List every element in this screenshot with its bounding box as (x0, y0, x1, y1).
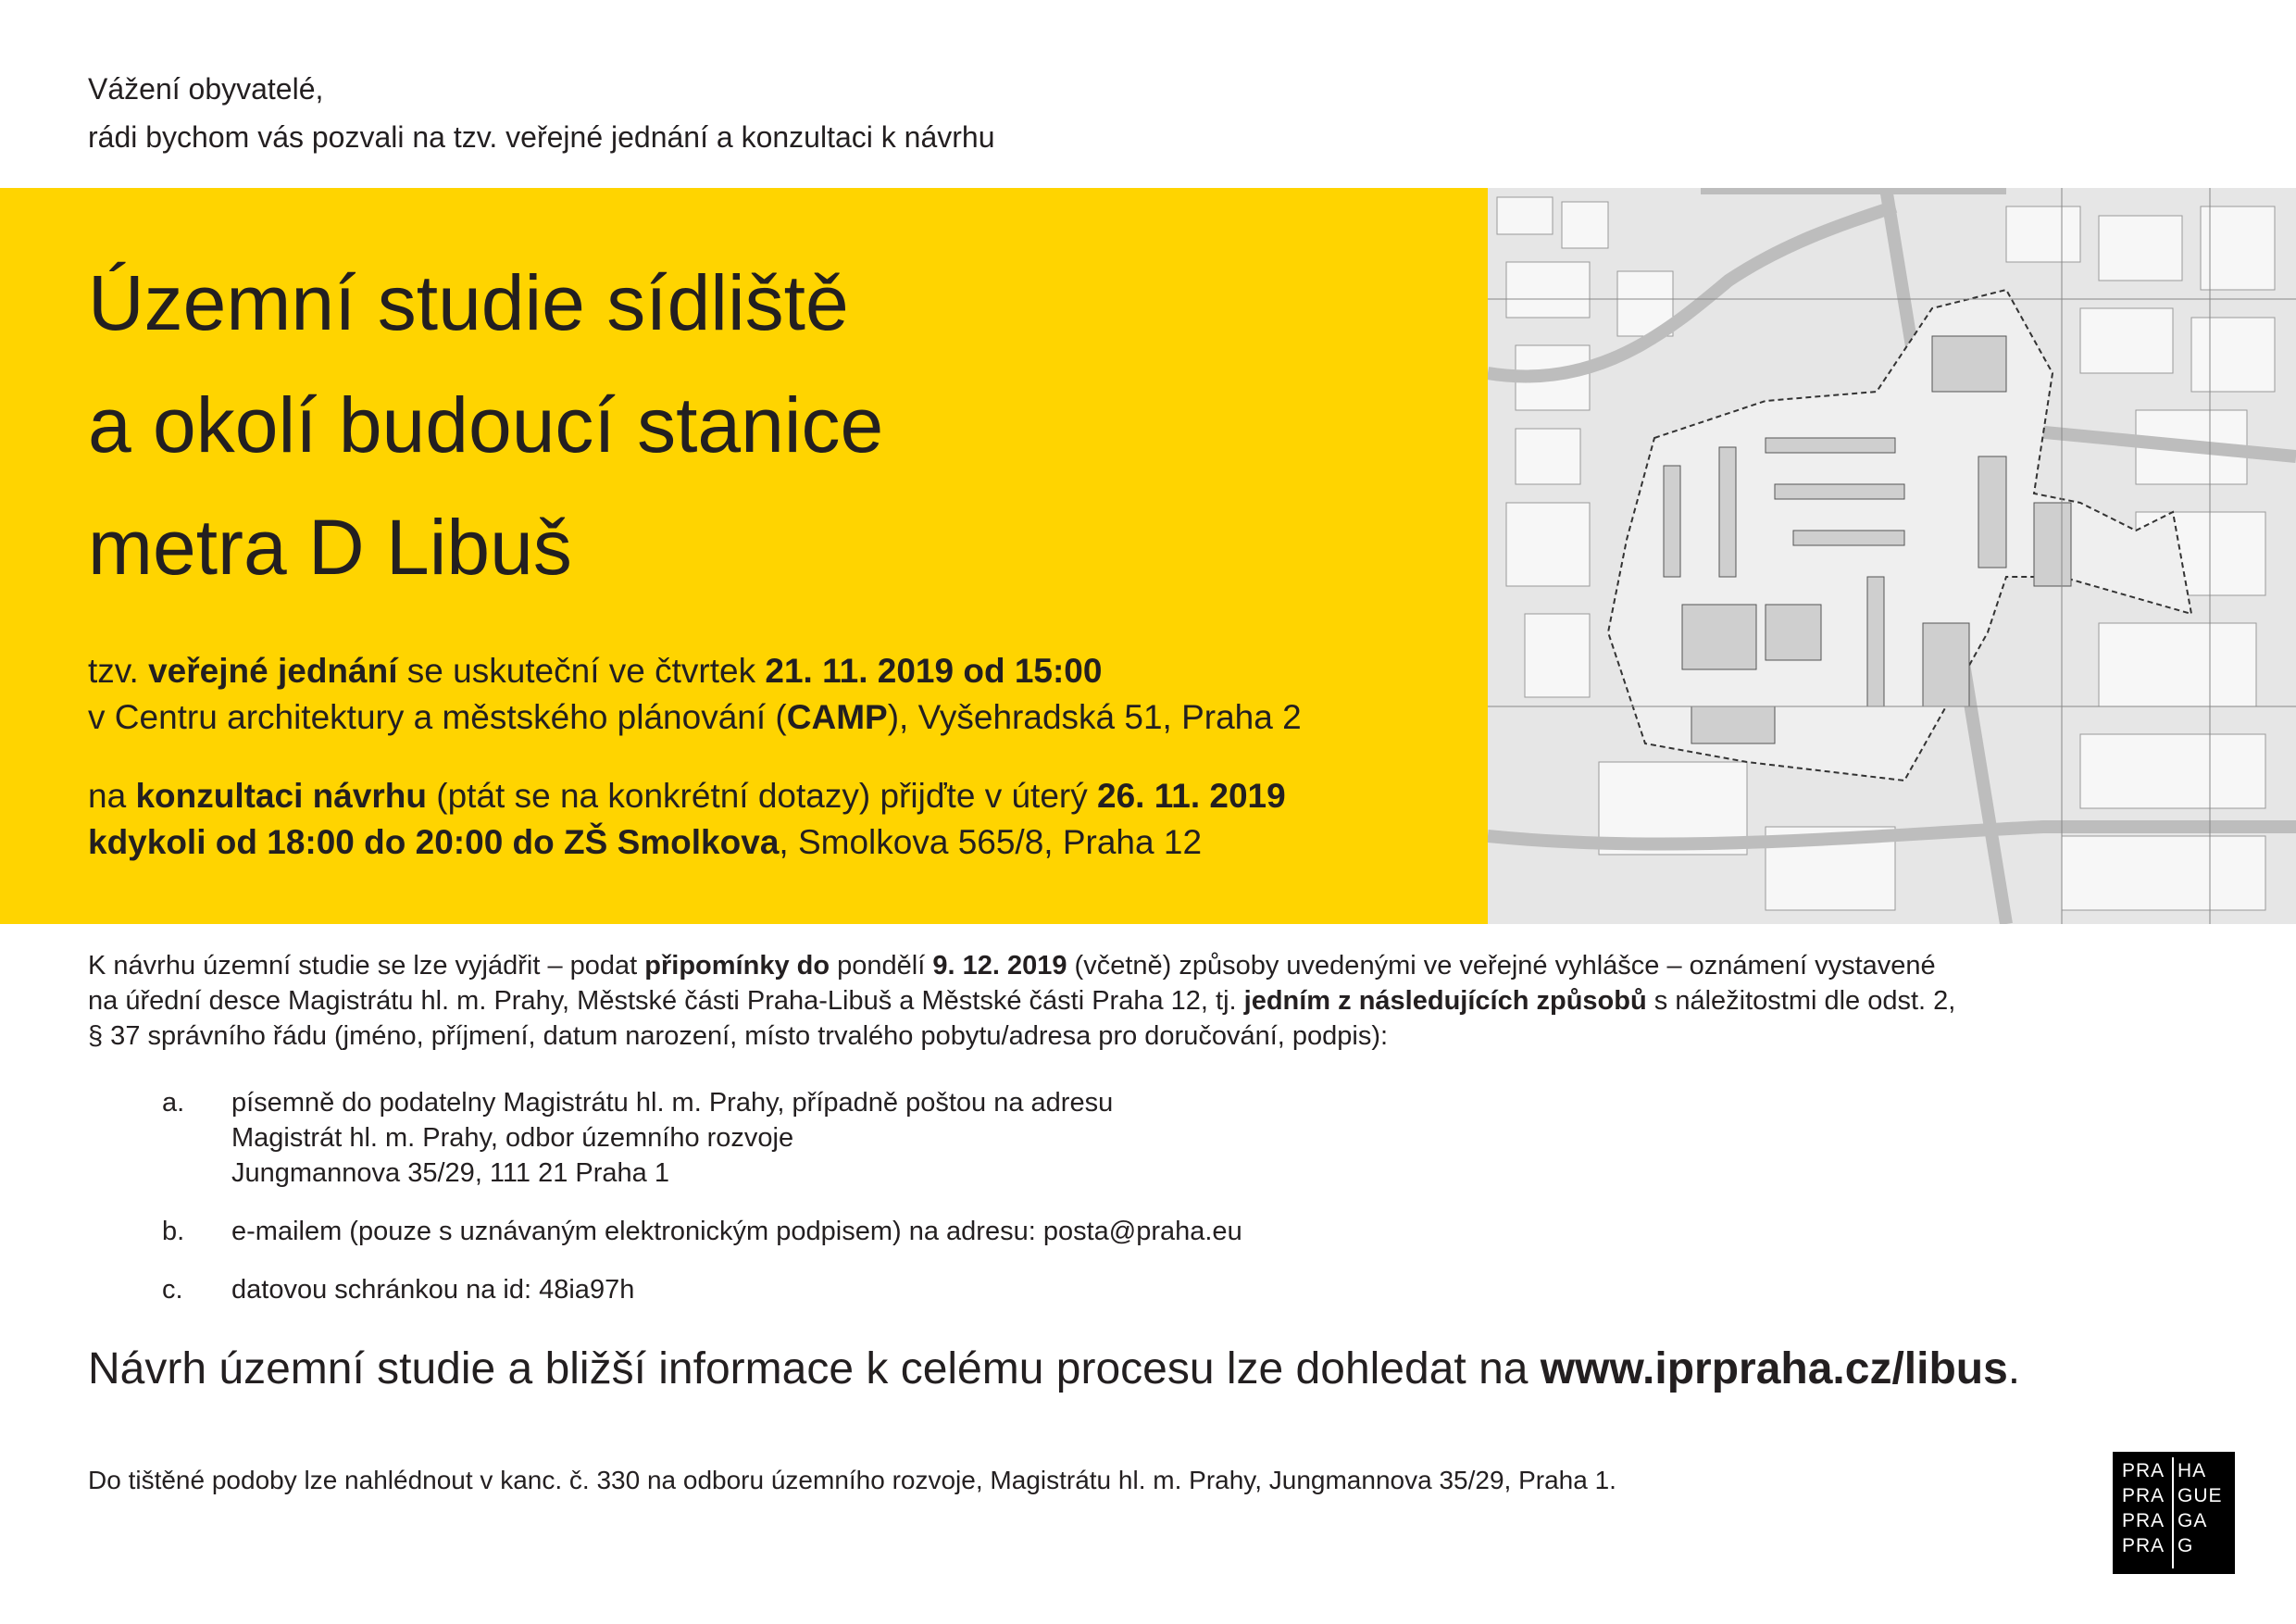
logo-text: PRA (2122, 1510, 2165, 1531)
text-span: (ptát se na konkrétní dotazy) přijďte v úterý (427, 777, 1098, 815)
text-span: na (88, 777, 136, 815)
site-plan-map (1488, 188, 2296, 924)
deadline-date: 9. 12. 2019 (932, 951, 1067, 981)
consultation-info (88, 773, 1286, 866)
title-line-3: metra D Libuš (88, 504, 572, 591)
list-marker: a. (162, 1088, 185, 1118)
logo-text: G (2177, 1535, 2194, 1556)
text-span: v Centru architektury a městského plánování ( (88, 698, 787, 736)
greeting (88, 65, 994, 161)
greeting-line-1: Vážení obyvatelé, (88, 72, 324, 106)
logo-column-right (2177, 1458, 2223, 1558)
text-span: s náležitostmi dle odst. 2, (1646, 986, 1956, 1016)
logo-text: PRA (2122, 1485, 2165, 1506)
logo-text: PRA (2122, 1460, 2165, 1481)
list-marker: c. (162, 1275, 183, 1305)
greeting-line-2: rádi bychom vás pozvali na tzv. veřejné jednání a konzultaci k návrhu (88, 120, 995, 154)
header-band (0, 188, 2296, 924)
text-span: Návrh územní studie a bližší informace k celému procesu lze dohledat na (88, 1344, 1541, 1393)
page-title (88, 242, 883, 608)
text-span: . (2007, 1344, 2021, 1393)
text-span: pondělí (830, 951, 933, 981)
praha-logo (2113, 1452, 2235, 1574)
text-span: tzv. (88, 652, 149, 690)
text-span: na úřední desce Magistrátu hl. m. Prahy, Městské části Praha-Libuš a Městské části Praha 12, tj. (88, 986, 1244, 1016)
text-bold: jedním z následujících způsobů (1243, 986, 1647, 1016)
list-item-line: e-mailem (pouze s uznávaným elektronickým podpisem) na adresu: posta@praha.eu (231, 1217, 1242, 1246)
text-bold: CAMP (786, 698, 888, 736)
closing-statement (88, 1338, 2020, 1401)
list-item-line: Jungmannova 35/29, 111 21 Praha 1 (231, 1158, 669, 1188)
title-line-1: Územní studie sídliště (88, 259, 849, 346)
comments-intro (88, 948, 2236, 1054)
logo-text: PRA (2122, 1535, 2165, 1556)
text-bold: kdykoli od 18:00 do 20:00 do ZŠ Smolkova (88, 823, 780, 861)
text-span: (včetně) způsoby uvedenými ve veřejné vyhlášce – oznámení vystavené (1067, 951, 1936, 981)
yellow-panel (0, 188, 1488, 924)
text-span: ), Vyšehradská 51, Praha 2 (887, 698, 1302, 736)
logo-text: GA (2177, 1510, 2208, 1531)
text-span: se uskuteční ve čtvrtek (397, 652, 766, 690)
consultation-date: 26. 11. 2019 (1097, 777, 1286, 815)
site-plan-map-image (1488, 188, 2296, 924)
text-bold: konzultaci návrhu (135, 777, 427, 815)
footnote: Do tištěné podoby lze nahlédnout v kanc. č. 330 na odboru územního rozvoje, Magistrátu hl. m. Prahy, Jungmannova 35/29, Praha 1. (88, 1466, 1616, 1494)
list-item-line: datovou schránkou na id: 48ia97h (231, 1275, 635, 1305)
hearing-date: 21. 11. 2019 od 15:00 (765, 652, 1103, 690)
list-item-line: písemně do podatelny Magistrátu hl. m. Prahy, případně poštou na adresu (231, 1088, 1114, 1118)
text-span: K návrhu územní studie se lze vyjádřit – podat (88, 951, 645, 981)
logo-text: GUE (2177, 1485, 2223, 1506)
logo-column-left (2122, 1458, 2165, 1558)
logo-divider (2172, 1457, 2174, 1568)
public-hearing-info (88, 648, 1302, 741)
website-link[interactable]: www.iprpraha.cz/libus (1540, 1344, 2008, 1393)
text-line: § 37 správního řádu (jméno, příjmení, datum narození, místo trvalého pobytu/adresa pro doručování, podpis): (88, 1021, 1389, 1051)
text-span: , Smolkova 565/8, Praha 12 (779, 823, 1203, 861)
text-bold: veřejné jednání (148, 652, 398, 690)
list-marker: b. (162, 1217, 185, 1246)
text-bold: připomínky do (644, 951, 830, 981)
logo-text: HA (2177, 1460, 2207, 1481)
list-item-line: Magistrát hl. m. Prahy, odbor územního rozvoje (231, 1123, 794, 1153)
title-line-2: a okolí budoucí stanice (88, 381, 884, 468)
